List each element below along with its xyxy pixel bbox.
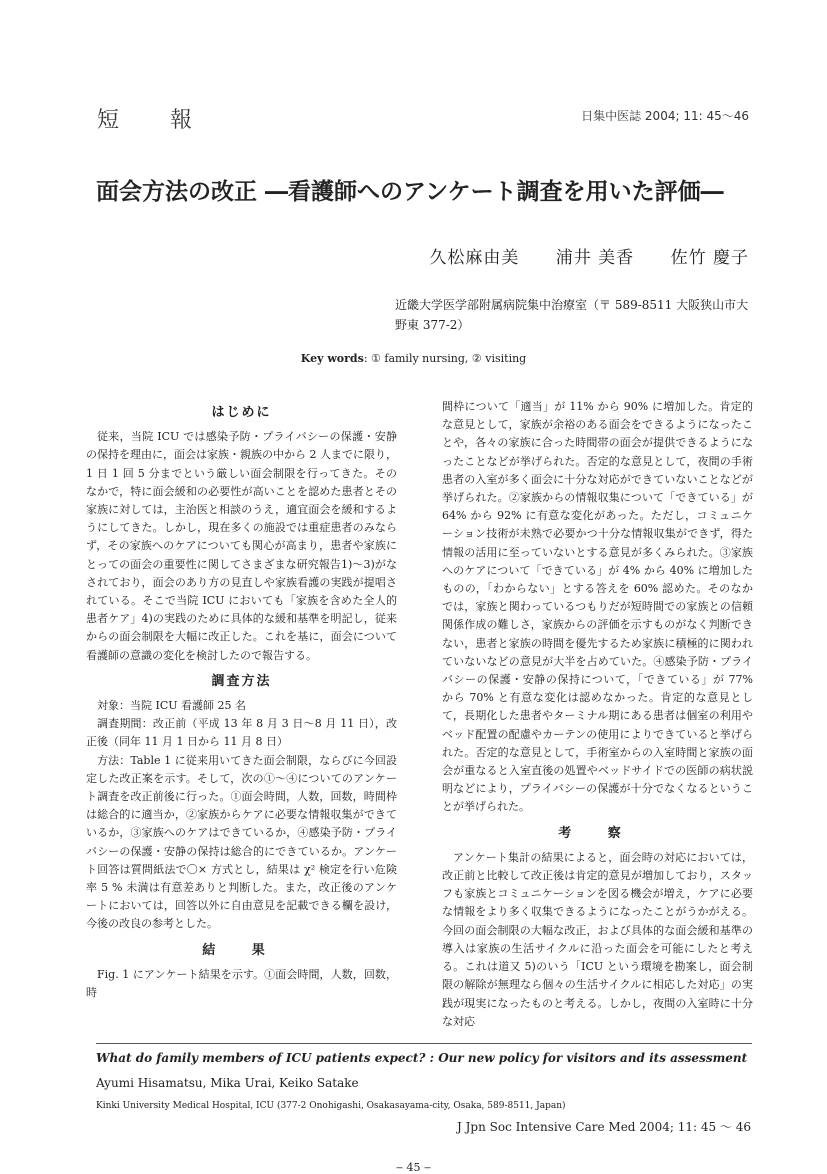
method-heading: 調査方法 xyxy=(211,673,272,689)
divider xyxy=(96,1043,752,1044)
english-title: What do family members of ICU patients expect? : Our new policy for visitors and its assessment xyxy=(96,1051,748,1065)
affiliation: 近畿大学医学部附属病院集中治療室（〒 589-8511 大阪狭山市大野東 377-2） xyxy=(395,298,749,332)
author-1: 久松麻由美 xyxy=(429,248,520,268)
keywords xyxy=(0,352,827,365)
author-list xyxy=(399,243,749,268)
right-column xyxy=(442,398,753,1031)
discussion-heading: 考 察 xyxy=(558,825,637,841)
method-text: 方法：Table 1 に従来用いてきた面会制限，ならびに今回設定した改正案を示す。そして，次の①～④についてのアンケート調査を改正前後に行った。①面会時間，人数，回数，時間枠は総合的に適当か，②家族からケアに必要な情報収集ができているか，③家族へのケアはできているか，④感染予防・プライバシーの保護・安静の保持は総合的にできているか。アンケート回答は質問紙法で〇× 方式とし，結果は χ² 検定を行い危険率 5 % 未満は有意差ありと判断した。また，改正後のアンケートにおいては，回答以外に自由意見を記載できる欄を設け，今後の改良の参考とした。 xyxy=(86,753,397,931)
discussion-text: アンケート集計の結果によると，面会時の対応においては，改正前と比較して改正後は肯定的意見が増加しており，スタッフも家族とコミュニケーションを図る機会が増え，ケアに必要な情報をより多く収集できるようになったことがうかがえる。今回の面会制限の大幅な改正，および具体的な面会緩和基準の導入は家族の生活サイクルに沿った面会を可能にしたと考える。これは道又 5)のいう「ICU という環境を勘案し，面会制限の解除が無理なら個々の生活サイクルに相応した対応」の実践が現実になったものと考える。しかし，夜間の入室時に十分な対応 xyxy=(442,850,753,1028)
intro-text: 従来，当院 ICU では感染予防・プライバシーの保護・安静の保持を理由に，面会は家族・親族の中から 2 人までに限り，1 日 1 回 5 分までという厳しい面会制限を行ってきた。そのなかで，特に面会緩和の必要性が高いことを認めた患者とその家族に対しては，主治医と相談のうえ，適宜面会を緩和するようにしてきた。しかし，現在多くの施設では重症患者のみならず，その家族へのケアについても関心が高まり，患者や家族にとっての面会の重要性に関してさまざまな研究報告1)～3)がなされており，面会のあり方の見直しや家族看護の実践が提唱されている。そこで当院 ICU においても「家族を含めた全人的患者ケア」4)の実践のために具体的な緩和基準を明記し，従来からの面会制限を大幅に改正した。これを基に，面会について看護師の意識の変化を検討したので報告する。 xyxy=(86,430,397,662)
left-column xyxy=(86,398,397,1002)
method-period: 調査期間：改正前（平成 13 年 8 月 3 日～8 月 11 日），改正後（同年 11 月 1 日から 11 月 8 日） xyxy=(86,717,397,749)
article-category: 短 報 xyxy=(97,108,214,133)
results-text-left: Fig. 1 にアンケート結果を示す。①面会時間，人数，回数，時 xyxy=(86,967,397,1000)
results-heading: 結 果 xyxy=(202,942,281,958)
english-authors: Ayumi Hisamatsu, Mika Urai, Keiko Satake xyxy=(96,1076,359,1090)
english-affiliation: Kinki University Medical Hospital, ICU (377-2 Onohigashi, Osakasayama-city, Osaka, 589-8511, Japan) xyxy=(96,1101,566,1111)
keywords-label: Key words xyxy=(300,352,364,365)
article-title: 面会方法の改正 ―看護師へのアンケート調査を用いた評価― xyxy=(96,179,724,205)
author-2: 浦井 美香 xyxy=(555,248,635,268)
journal-citation-en: J Jpn Soc Intensive Care Med 2004; 11: 45 ～ 46 xyxy=(456,1120,751,1134)
page-number: ‒ 45 ‒ xyxy=(396,1161,431,1174)
author-3: 佐竹 慶子 xyxy=(670,248,749,268)
keywords-text: : ① family nursing, ② visiting xyxy=(363,352,527,365)
journal-citation-jp: 日集中医誌 2004; 11: 45～46 xyxy=(581,109,749,123)
method-subject: 対象：当院 ICU 看護師 25 名 xyxy=(97,699,247,713)
results-text-right: 間枠について「適当」が 11% から 90% に増加した。肯定的な意見として，家族が余裕のある面会をできるようになったことや，各々の家族に合った時間帯の面会が提供できるようになったことなどが挙げられた。否定的な意見として，夜間の手術患者の入室が多く面会に十分な対応ができていないことなどが挙げられた。②家族からの情報収集について「できている」が 64% から 92% に有意な変化があった。ただし，コミュニケーション技術が未熟で必要かつ十分な情報収集ができず，得た情報の活用に至っていないとする意見が多くみられた。③家族へのケアについて「できている」が 4% から 40% に増加したものの，「わからない」とする答えを 60% 認めた。そのなかでは，家族と関わっているつもりだが短時間での家族との信頼関係作成の難しさ，家族からの評価を示すものがなく判断できない，患者と家族の時間を優先するため家族に積極的に関われていないなどの意見が大半を占めていた。④感染予防・プライバシーの保護・安静の保持について，「できている」が 77% から 70% と有意な変化は認めなかった。肯定的な意見として，長期化した患者やターミナル期にある患者は個室の利用やベッド配置の配慮やカーテンの使用によりできていると挙げられた。否定的な意見として，手術室からの入室時間と家族の面会が重なると入室直後の処置やベッドサイドでの医師の病状説明などにより，プライバシーの保護が十分でなくなるということが挙げられた。 xyxy=(442,400,753,814)
intro-heading: はじめに xyxy=(211,405,272,420)
